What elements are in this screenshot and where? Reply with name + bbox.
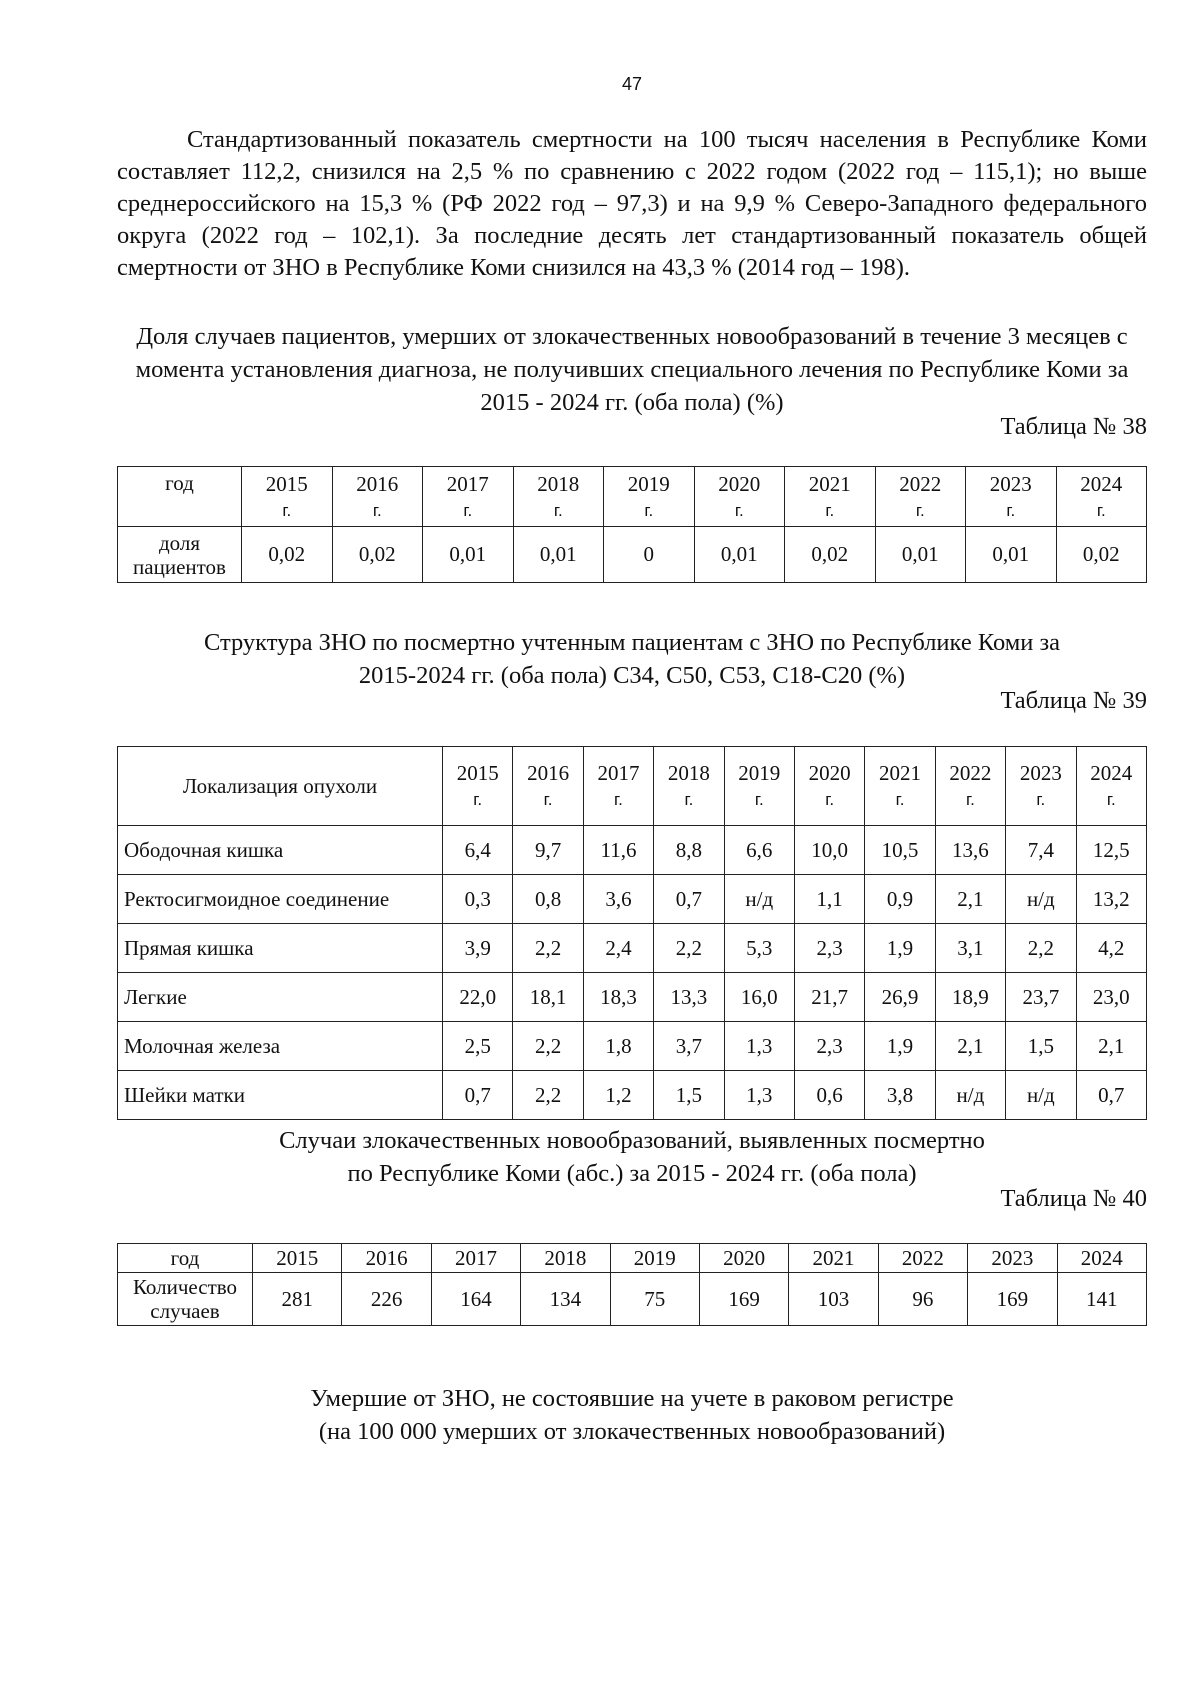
table39-year: 2020 xyxy=(808,761,851,785)
table40-year-header: 2023 xyxy=(968,1244,1057,1273)
table39-value-cell: 2,1 xyxy=(1076,1022,1146,1071)
table39-year-suffix: г. xyxy=(473,790,483,809)
table39-value-cell: 1,5 xyxy=(654,1071,724,1120)
table38-year: 2019 xyxy=(627,471,670,496)
table38-year: 2015 xyxy=(265,471,308,496)
table38-year-header xyxy=(1056,467,1147,527)
table39-year: 2019 xyxy=(738,761,781,785)
table39-value-cell: 6,4 xyxy=(443,826,513,875)
table39-value-cell: 2,3 xyxy=(794,924,864,973)
table38-year-suffix: г. xyxy=(644,500,654,520)
table39-value-cell: н/д xyxy=(1006,1071,1076,1120)
table39-value-cell: 2,2 xyxy=(1006,924,1076,973)
table40-caption xyxy=(117,1124,1147,1190)
table39-localization-cell: Ободочная кишка xyxy=(118,826,443,875)
table39-year-suffix: г. xyxy=(966,790,975,809)
table39-year: 2021 xyxy=(879,761,922,785)
table38-caption: Доля случаев пациентов, умерших от злокачественных новообразований в течение 3 месяцев с момента установления диагноза, не получивших специального лечения по Республике Коми за 2015 - 2024 гг. (оба пола) (%) xyxy=(135,323,1129,416)
table39-value-cell: 3,8 xyxy=(865,1071,935,1120)
table39-year-header xyxy=(724,747,794,826)
table39-value-cell: 18,3 xyxy=(583,973,653,1022)
table-row xyxy=(118,826,1147,875)
table39-year: 2016 xyxy=(527,761,570,785)
table39-year: 2017 xyxy=(597,761,640,785)
table38-year-suffix: г. xyxy=(915,500,925,520)
table39-year-suffix: г. xyxy=(1106,790,1116,809)
table40 xyxy=(117,1243,1147,1326)
table40-value-cell: 281 xyxy=(253,1273,342,1326)
table39-value-cell: 1,3 xyxy=(724,1022,794,1071)
table38-value-cell: 0,02 xyxy=(785,527,876,583)
table39-year-header xyxy=(513,747,583,826)
table40-value-cell: 164 xyxy=(431,1273,520,1326)
table39-value-cell: 0,6 xyxy=(794,1071,864,1120)
table38-value-cell: 0 xyxy=(604,527,695,583)
table40-value-cell: 169 xyxy=(699,1273,788,1326)
table39-localization-cell: Прямая кишка xyxy=(118,924,443,973)
table39-value-cell: 7,4 xyxy=(1006,826,1076,875)
table40-year-header: 2017 xyxy=(431,1244,520,1273)
table39-year: 2015 xyxy=(456,761,499,785)
table40-year-header: 2015 xyxy=(253,1244,342,1273)
table39-value-cell: 22,0 xyxy=(443,973,513,1022)
table38-year: 2018 xyxy=(537,471,580,496)
table39-value-cell: 0,9 xyxy=(865,875,935,924)
table40-value-cell: 75 xyxy=(610,1273,699,1326)
table39-year: 2022 xyxy=(949,761,992,785)
table40-header-year-label: год xyxy=(118,1244,253,1273)
table39-header-row xyxy=(118,747,1147,826)
table39-value-cell: 23,0 xyxy=(1076,973,1146,1022)
table39-year-header xyxy=(583,747,653,826)
table39-value-cell: 2,3 xyxy=(794,1022,864,1071)
table39-year-suffix: г. xyxy=(895,790,905,809)
table39-label: Таблица № 39 xyxy=(1000,687,1147,714)
table39-value-cell: 9,7 xyxy=(513,826,583,875)
table38-value-cell: 0,01 xyxy=(423,527,514,583)
table40-label: Таблица № 40 xyxy=(1000,1185,1147,1212)
table39-value-cell: 2,2 xyxy=(654,924,724,973)
table40-value-cell: 134 xyxy=(521,1273,610,1326)
table38-year-header xyxy=(332,467,423,527)
table39-value-cell: 8,8 xyxy=(654,826,724,875)
table39-value-cell: 2,2 xyxy=(513,924,583,973)
table38-year: 2021 xyxy=(808,471,851,496)
table39-value-cell: 1,2 xyxy=(583,1071,653,1120)
table39-value-cell: 16,0 xyxy=(724,973,794,1022)
table38-year: 2024 xyxy=(1080,471,1123,496)
table40-caption-line2: по Республике Коми (абс.) за 2015 - 2024 гг. (оба пола) xyxy=(347,1160,917,1187)
table39-year-header xyxy=(935,747,1005,826)
table39-year: 2023 xyxy=(1019,761,1062,785)
table40-year-header: 2019 xyxy=(610,1244,699,1273)
table38-value-cell: 0,02 xyxy=(332,527,423,583)
table39-value-cell: 10,5 xyxy=(865,826,935,875)
table39-value-cell: 3,1 xyxy=(935,924,1005,973)
table38-label: Таблица № 38 xyxy=(1000,413,1147,440)
table39-value-cell: 1,8 xyxy=(583,1022,653,1071)
table38-year-header xyxy=(423,467,514,527)
table39-year-suffix: г. xyxy=(614,790,623,809)
table39-year-suffix: г. xyxy=(754,790,764,809)
table38-year-suffix: г. xyxy=(553,500,563,520)
page-number: 47 xyxy=(621,74,643,94)
table-row xyxy=(118,1022,1147,1071)
table39-year-header xyxy=(654,747,724,826)
table39-year-suffix: г. xyxy=(543,790,553,809)
table40-header-row xyxy=(118,1244,1147,1273)
table39-value-cell: 12,5 xyxy=(1076,826,1146,875)
table39-year: 2018 xyxy=(667,761,710,785)
table38-year-suffix: г. xyxy=(1006,500,1016,520)
table-row xyxy=(118,924,1147,973)
table38-year: 2020 xyxy=(718,471,761,496)
table40-row-label xyxy=(118,1273,253,1326)
table39-value-cell: 1,1 xyxy=(794,875,864,924)
table38-year-suffix: г. xyxy=(1096,500,1106,520)
intro-paragraph: Стандартизованный показатель смертности на 100 тысяч населения в Республике Коми составляет 112,2, снизился на 2,5 % по сравнению с 2022 годом (2022 год – 115,1); но выше среднероссийского на 15,3 % (РФ 2022 год – 97,3) и на 9,9 % Северо-Западного федерального округа (2022 год – 102,1). За последние десять лет стандартизованный показатель общей смертности от ЗНО в Республике Коми снизился на 43,3 % (2014 год – 198). xyxy=(117,126,1147,281)
table39-value-cell: 2,2 xyxy=(513,1022,583,1071)
table40-year-header: 2024 xyxy=(1057,1244,1146,1273)
table39-localization-cell: Шейки матки xyxy=(118,1071,443,1120)
table39-value-cell: 13,2 xyxy=(1076,875,1146,924)
table38-year: 2017 xyxy=(446,471,489,496)
table38-row-label-line2: пациентов xyxy=(133,554,226,579)
table39-value-cell: 10,0 xyxy=(794,826,864,875)
table39-year-header xyxy=(1076,747,1146,826)
table39-value-cell: 5,3 xyxy=(724,924,794,973)
table40-row-label-line1: Количество xyxy=(132,1275,238,1299)
table40-data-row xyxy=(118,1273,1147,1326)
table40-value-cell: 226 xyxy=(342,1273,431,1326)
table39-value-cell: н/д xyxy=(935,1071,1005,1120)
table38-year: 2022 xyxy=(899,471,942,496)
table39-value-cell: 2,1 xyxy=(935,875,1005,924)
table40-value-cell: 141 xyxy=(1057,1273,1146,1326)
table39-value-cell: 1,9 xyxy=(865,924,935,973)
table39-value-cell: н/д xyxy=(1006,875,1076,924)
table40-caption-line1: Случаи злокачественных новообразований, выявленных посмертно xyxy=(279,1127,985,1154)
table38-year-suffix: г. xyxy=(825,500,835,520)
table40-year-header: 2021 xyxy=(789,1244,878,1273)
table39-value-cell: 2,5 xyxy=(443,1022,513,1071)
table38-header-row xyxy=(118,467,1147,527)
table39-value-cell: н/д xyxy=(724,875,794,924)
table38-header-year-label: год xyxy=(118,467,242,527)
table39-value-cell: 26,9 xyxy=(865,973,935,1022)
table38-year-header xyxy=(513,467,604,527)
table40-value-cell: 169 xyxy=(968,1273,1057,1326)
table-row xyxy=(118,973,1147,1022)
table38-year-header xyxy=(694,467,785,527)
table39-value-cell: 11,6 xyxy=(583,826,653,875)
final-section-line2: (на 100 000 умерших от злокачественных новообразований) xyxy=(318,1418,946,1445)
table39-value-cell: 0,7 xyxy=(443,1071,513,1120)
table38-year-header xyxy=(966,467,1057,527)
table39-value-cell: 0,7 xyxy=(1076,1071,1146,1120)
table39 xyxy=(117,746,1147,1120)
table38 xyxy=(117,466,1147,583)
table38-year-suffix: г. xyxy=(282,500,292,520)
table38-row-label xyxy=(118,527,242,583)
table39-localization-cell: Легкие xyxy=(118,973,443,1022)
table39-value-cell: 1,9 xyxy=(865,1022,935,1071)
table39-value-cell: 4,2 xyxy=(1076,924,1146,973)
table39-value-cell: 21,7 xyxy=(794,973,864,1022)
table40-year-header: 2018 xyxy=(521,1244,610,1273)
table38-value-cell: 0,02 xyxy=(1056,527,1147,583)
table39-year: 2024 xyxy=(1090,761,1133,785)
table38-year-suffix: г. xyxy=(734,500,744,520)
table39-value-cell: 3,6 xyxy=(583,875,653,924)
table39-caption xyxy=(117,626,1147,692)
table38-year-header xyxy=(242,467,333,527)
table39-value-cell: 2,1 xyxy=(935,1022,1005,1071)
table39-value-cell: 2,4 xyxy=(583,924,653,973)
table38-year: 2023 xyxy=(989,471,1032,496)
table39-caption-line2: 2015-2024 гг. (оба пола) С34, С50, С53, С18-С20 (%) xyxy=(358,662,906,689)
table39-year-header xyxy=(443,747,513,826)
table39-year-header xyxy=(865,747,935,826)
table38-year-header xyxy=(875,467,966,527)
table39-value-cell: 23,7 xyxy=(1006,973,1076,1022)
table40-year-header: 2016 xyxy=(342,1244,431,1273)
table39-localization-cell: Молочная железа xyxy=(118,1022,443,1071)
table38-year-header xyxy=(785,467,876,527)
table39-caption-line1: Структура ЗНО по посмертно учтенным пациентам с ЗНО по Республике Коми за xyxy=(203,629,1061,656)
table39-value-cell: 0,3 xyxy=(443,875,513,924)
table38-year: 2016 xyxy=(356,471,399,496)
table-row xyxy=(118,875,1147,924)
table39-year-suffix: г. xyxy=(825,790,835,809)
table39-localization-cell: Ректосигмоидное соединение xyxy=(118,875,443,924)
table39-year-header xyxy=(794,747,864,826)
table39-value-cell: 6,6 xyxy=(724,826,794,875)
table39-year-suffix: г. xyxy=(684,790,694,809)
table38-year-header xyxy=(604,467,695,527)
table38-value-cell: 0,01 xyxy=(966,527,1057,583)
table38-year-suffix: г. xyxy=(372,500,382,520)
table39-value-cell: 13,3 xyxy=(654,973,724,1022)
table38-value-cell: 0,01 xyxy=(875,527,966,583)
table38-row-label-line1: доля xyxy=(158,530,201,555)
table39-value-cell: 1,5 xyxy=(1006,1022,1076,1071)
table39-value-cell: 1,3 xyxy=(724,1071,794,1120)
table40-year-header: 2022 xyxy=(878,1244,967,1273)
table40-year-header: 2020 xyxy=(699,1244,788,1273)
table39-value-cell: 3,7 xyxy=(654,1022,724,1071)
table-row xyxy=(118,1071,1147,1120)
final-section-heading xyxy=(117,1382,1147,1448)
table39-value-cell: 2,2 xyxy=(513,1071,583,1120)
table39-year-header xyxy=(1006,747,1076,826)
table39-value-cell: 0,7 xyxy=(654,875,724,924)
table39-value-cell: 13,6 xyxy=(935,826,1005,875)
table38-value-cell: 0,02 xyxy=(242,527,333,583)
table39-value-cell: 0,8 xyxy=(513,875,583,924)
final-section-line1: Умершие от ЗНО, не состоявшие на учете в раковом регистре xyxy=(310,1385,954,1412)
table39-value-cell: 3,9 xyxy=(443,924,513,973)
table39-value-cell: 18,1 xyxy=(513,973,583,1022)
table38-year-suffix: г. xyxy=(463,500,473,520)
table38-value-cell: 0,01 xyxy=(513,527,604,583)
table38-data-row xyxy=(118,527,1147,583)
table39-year-suffix: г. xyxy=(1036,790,1046,809)
table38-value-cell: 0,01 xyxy=(694,527,785,583)
table40-value-cell: 96 xyxy=(878,1273,967,1326)
table40-value-cell: 103 xyxy=(789,1273,878,1326)
table39-value-cell: 18,9 xyxy=(935,973,1005,1022)
table39-header-localization: Локализация опухоли xyxy=(118,747,443,826)
table40-row-label-line2: случаев xyxy=(150,1299,220,1323)
